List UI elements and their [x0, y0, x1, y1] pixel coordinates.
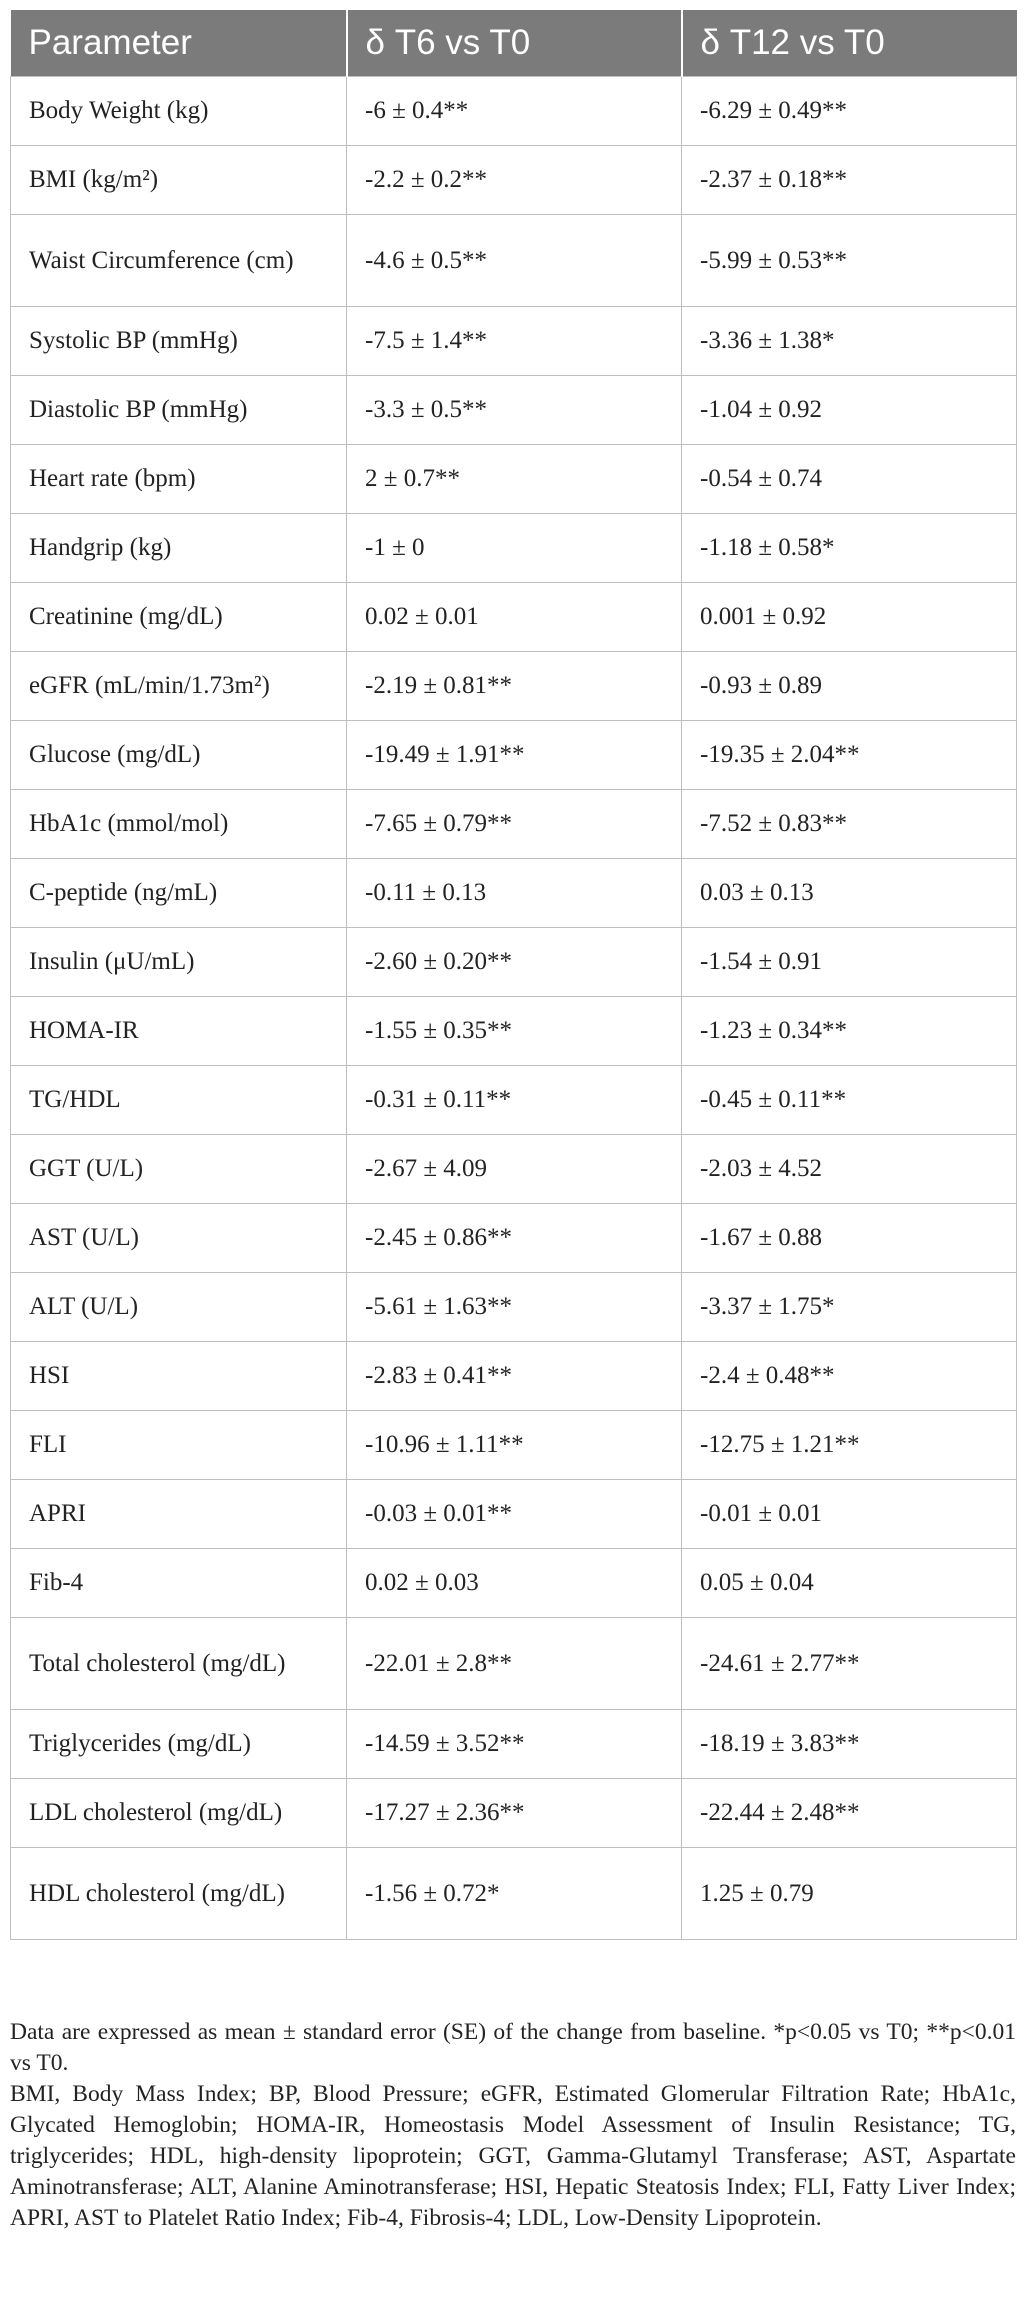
cell-parameter: FLI [11, 1411, 347, 1480]
cell-delta-t12: -24.61 ± 2.77** [682, 1618, 1017, 1710]
table-row [11, 77, 1017, 146]
header-parameter: Parameter [11, 10, 347, 77]
cell-delta-t6: -2.67 ± 4.09 [347, 1135, 682, 1204]
abbreviations-note: BMI, Body Mass Index; BP, Blood Pressure; eGFR, Estimated Glomerular Filtration Rate; HbA1c, Glycated Hemoglobin; HOMA-IR, Homeostasis Model Assessment of Insulin Resistance; TG, triglycerides; HDL, high-density lipoprotein; GGT, Gamma-Glutamyl Transferase; AST, Aspartate Aminotransferase; ALT, Alanine Aminotransferase; HSI, Hepatic Steatosis Index; FLI, Fatty Liver Index; APRI, AST to Platelet Ratio Index; Fib-4, Fibrosis-4; LDL, Low-Density Lipoprotein. [10, 2081, 1016, 2231]
cell-parameter: TG/HDL [11, 1066, 347, 1135]
cell-delta-t12: -0.45 ± 0.11** [682, 1066, 1017, 1135]
table-row [11, 790, 1017, 859]
cell-delta-t6: -7.5 ± 1.4** [347, 307, 682, 376]
cell-parameter: Waist Circumference (cm) [11, 215, 347, 307]
cell-delta-t6: -6 ± 0.4** [347, 77, 682, 146]
cell-parameter: AST (U/L) [11, 1204, 347, 1273]
cell-delta-t6: 0.02 ± 0.01 [347, 583, 682, 652]
table-row [11, 307, 1017, 376]
table-body [11, 77, 1017, 1940]
cell-parameter: APRI [11, 1480, 347, 1549]
cell-parameter: GGT (U/L) [11, 1135, 347, 1204]
cell-parameter: BMI (kg/m²) [11, 146, 347, 215]
cell-parameter: LDL cholesterol (mg/dL) [11, 1779, 347, 1848]
cell-delta-t12: -0.93 ± 0.89 [682, 652, 1017, 721]
cell-delta-t12: -3.37 ± 1.75* [682, 1273, 1017, 1342]
table-row [11, 1549, 1017, 1618]
cell-delta-t12: -1.04 ± 0.92 [682, 376, 1017, 445]
cell-delta-t6: -2.60 ± 0.20** [347, 928, 682, 997]
table-row [11, 721, 1017, 790]
cell-parameter: Fib-4 [11, 1549, 347, 1618]
cell-delta-t12: -5.99 ± 0.53** [682, 215, 1017, 307]
table-row [11, 1342, 1017, 1411]
table-row [11, 1848, 1017, 1940]
cell-parameter: HDL cholesterol (mg/dL) [11, 1848, 347, 1940]
cell-delta-t6: -17.27 ± 2.36** [347, 1779, 682, 1848]
table-row [11, 1779, 1017, 1848]
cell-delta-t12: -1.23 ± 0.34** [682, 997, 1017, 1066]
table-row [11, 1273, 1017, 1342]
cell-delta-t6: -2.83 ± 0.41** [347, 1342, 682, 1411]
cell-parameter: Heart rate (bpm) [11, 445, 347, 514]
cell-delta-t6: -10.96 ± 1.11** [347, 1411, 682, 1480]
cell-delta-t12: -22.44 ± 2.48** [682, 1779, 1017, 1848]
table-row [11, 1204, 1017, 1273]
table-row [11, 445, 1017, 514]
table-header [11, 10, 1017, 77]
results-table [10, 10, 1017, 1940]
cell-parameter: Insulin (μU/mL) [11, 928, 347, 997]
cell-delta-t6: -1.56 ± 0.72* [347, 1848, 682, 1940]
cell-delta-t12: -1.18 ± 0.58* [682, 514, 1017, 583]
cell-delta-t12: 0.03 ± 0.13 [682, 859, 1017, 928]
cell-delta-t6: -2.45 ± 0.86** [347, 1204, 682, 1273]
table-row [11, 583, 1017, 652]
cell-delta-t12: 0.001 ± 0.92 [682, 583, 1017, 652]
cell-delta-t12: -0.01 ± 0.01 [682, 1480, 1017, 1549]
table-row [11, 928, 1017, 997]
cell-delta-t12: -1.67 ± 0.88 [682, 1204, 1017, 1273]
cell-delta-t6: 2 ± 0.7** [347, 445, 682, 514]
cell-delta-t6: -19.49 ± 1.91** [347, 721, 682, 790]
table-row [11, 1618, 1017, 1710]
table-row [11, 1135, 1017, 1204]
cell-parameter: C-peptide (ng/mL) [11, 859, 347, 928]
table-row [11, 997, 1017, 1066]
cell-delta-t12: -3.36 ± 1.38* [682, 307, 1017, 376]
header-delta-t6: δ T6 vs T0 [347, 10, 682, 77]
cell-delta-t12: -7.52 ± 0.83** [682, 790, 1017, 859]
cell-delta-t6: -14.59 ± 3.52** [347, 1710, 682, 1779]
table-footnotes [10, 2017, 1016, 2234]
cell-delta-t12: -2.03 ± 4.52 [682, 1135, 1017, 1204]
cell-delta-t12: -2.4 ± 0.48** [682, 1342, 1017, 1411]
table-row [11, 376, 1017, 445]
cell-delta-t6: -2.2 ± 0.2** [347, 146, 682, 215]
cell-delta-t12: -0.54 ± 0.74 [682, 445, 1017, 514]
cell-delta-t12: -2.37 ± 0.18** [682, 146, 1017, 215]
cell-delta-t6: -22.01 ± 2.8** [347, 1618, 682, 1710]
table-row [11, 652, 1017, 721]
cell-delta-t12: 0.05 ± 0.04 [682, 1549, 1017, 1618]
table-row [11, 1480, 1017, 1549]
table-row [11, 215, 1017, 307]
cell-delta-t12: -1.54 ± 0.91 [682, 928, 1017, 997]
cell-parameter: Systolic BP (mmHg) [11, 307, 347, 376]
cell-delta-t12: -6.29 ± 0.49** [682, 77, 1017, 146]
header-delta-t12: δ T12 vs T0 [682, 10, 1017, 77]
table-row [11, 1066, 1017, 1135]
cell-delta-t12: 1.25 ± 0.79 [682, 1848, 1017, 1940]
cell-delta-t6: -1.55 ± 0.35** [347, 997, 682, 1066]
cell-delta-t6: -4.6 ± 0.5** [347, 215, 682, 307]
data-note: Data are expressed as mean ± standard error (SE) of the change from baseline. *p<0.05 vs T0; **p<0.01 vs T0. [10, 2019, 1016, 2076]
cell-parameter: Glucose (mg/dL) [11, 721, 347, 790]
cell-delta-t6: -2.19 ± 0.81** [347, 652, 682, 721]
cell-parameter: eGFR (mL/min/1.73m²) [11, 652, 347, 721]
cell-parameter: Body Weight (kg) [11, 77, 347, 146]
cell-parameter: HOMA-IR [11, 997, 347, 1066]
cell-delta-t6: -0.31 ± 0.11** [347, 1066, 682, 1135]
table-row [11, 859, 1017, 928]
cell-parameter: Creatinine (mg/dL) [11, 583, 347, 652]
cell-delta-t6: -7.65 ± 0.79** [347, 790, 682, 859]
cell-delta-t6: -5.61 ± 1.63** [347, 1273, 682, 1342]
cell-parameter: HbA1c (mmol/mol) [11, 790, 347, 859]
cell-parameter: Diastolic BP (mmHg) [11, 376, 347, 445]
cell-parameter: HSI [11, 1342, 347, 1411]
header-row [11, 10, 1017, 77]
table-row [11, 146, 1017, 215]
cell-parameter: Total cholesterol (mg/dL) [11, 1618, 347, 1710]
cell-delta-t12: -18.19 ± 3.83** [682, 1710, 1017, 1779]
cell-parameter: Triglycerides (mg/dL) [11, 1710, 347, 1779]
table-row [11, 1411, 1017, 1480]
cell-delta-t12: -12.75 ± 1.21** [682, 1411, 1017, 1480]
cell-delta-t6: -1 ± 0 [347, 514, 682, 583]
table-row [11, 1710, 1017, 1779]
cell-parameter: Handgrip (kg) [11, 514, 347, 583]
cell-delta-t6: -0.03 ± 0.01** [347, 1480, 682, 1549]
table-row [11, 514, 1017, 583]
cell-delta-t12: -19.35 ± 2.04** [682, 721, 1017, 790]
cell-delta-t6: 0.02 ± 0.03 [347, 1549, 682, 1618]
cell-delta-t6: -3.3 ± 0.5** [347, 376, 682, 445]
cell-delta-t6: -0.11 ± 0.13 [347, 859, 682, 928]
cell-parameter: ALT (U/L) [11, 1273, 347, 1342]
